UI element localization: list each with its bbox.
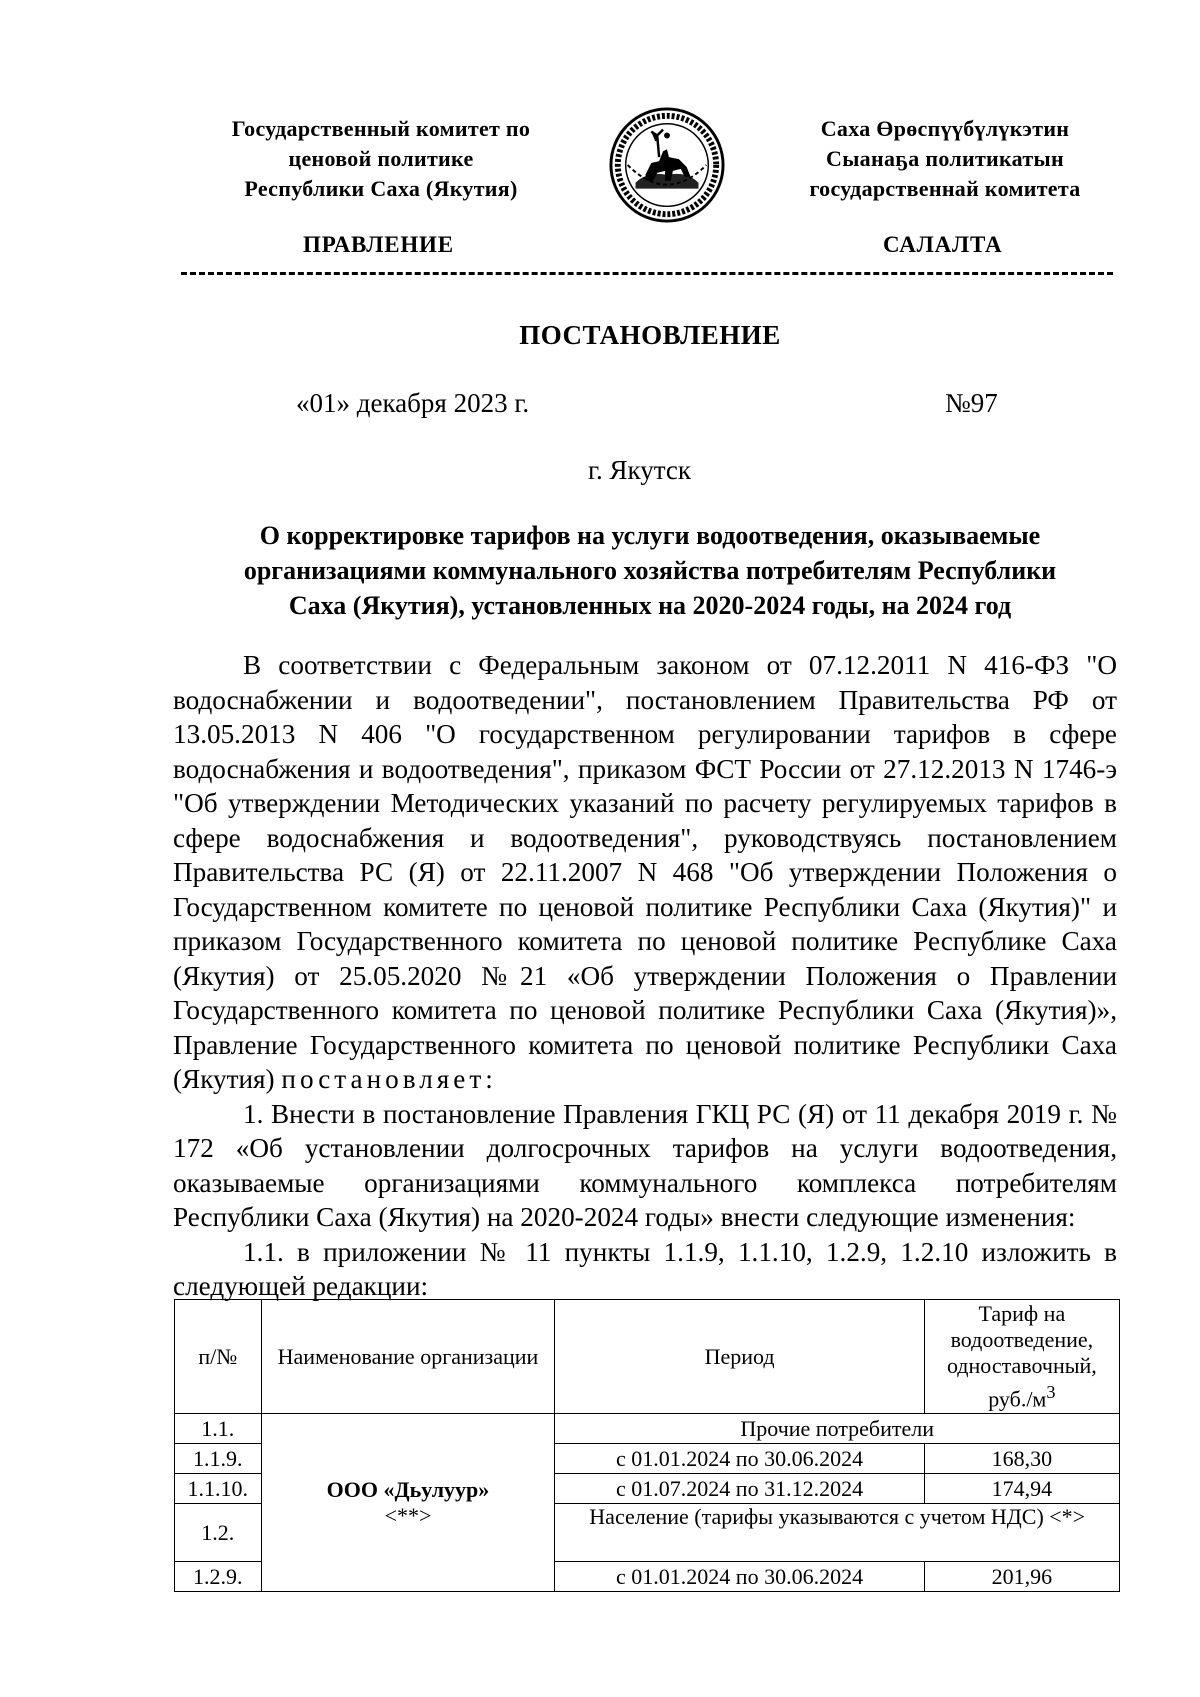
header-divider <box>181 272 1113 275</box>
coat-of-arms-icon <box>608 106 726 224</box>
cell-tariff: 174,94 <box>924 1474 1119 1504</box>
title-line: О корректировке тарифов на услуги водоотведения, оказываемые <box>259 521 1041 550</box>
header-org: Наименование организации <box>261 1300 555 1414</box>
document-body <box>173 648 1117 1304</box>
cell-period: с 01.01.2024 по 30.06.2024 <box>555 1562 924 1592</box>
header-left-line: Республики Саха (Якутия) <box>244 176 518 201</box>
board-label-ru: ПРАВЛЕНИЕ <box>303 232 454 257</box>
org-note: <**> <box>384 1502 432 1528</box>
cell-num: 1.1.10. <box>175 1474 262 1504</box>
table-header-row <box>175 1300 1120 1414</box>
document-date: «01» декабря 2023 г. <box>296 388 530 418</box>
document-type: ПОСТАНОВЛЕНИЕ <box>519 320 781 350</box>
cell-num: 1.2.9. <box>175 1562 262 1592</box>
title-line: Саха (Якутия), установленных на 2020-2024 годы, на 2024 год <box>288 591 1012 620</box>
cell-group: Прочие потребители <box>555 1414 1120 1444</box>
preamble-text: В соответствии с Федеральным законом от 07.12.2011 N 416-ФЗ "О водоснабжении и водоотведении", постановлением Правительства РФ от 13.05.2013 N 406 "О государственном регулировании тарифов в сфере водоснабжения и водоотведения", приказом ФСТ России от 27.12.2013 N 1746-э "Об утверждении Методических указаний по расчету регулируемых тарифов в сфере водоснабжения и водоотведения", руководствуясь постановлением Правительства РС (Я) от 22.11.2007 N 468 "Об утверждении Положения о Государственном комитете по ценовой политике Республики Саха (Якутия)" и приказом Государственного комитета по ценовой политике Республике Саха (Якутия) от 25.05.2020 №21 «Об утверждении Положения о Правлении Государственного комитета по ценовой политике Республики Саха (Якутия)», Правление Государственного комитета по ценовой политике Республики Саха (Якутия) <box>173 650 1117 1094</box>
cell-num: 1.1. <box>175 1414 262 1444</box>
tariff-table <box>174 1299 1120 1592</box>
header-right-line: Саха Өрөспүүбүлүкэтин <box>820 116 1070 141</box>
board-label-sah: САЛАЛТА <box>883 232 1003 257</box>
table-row <box>175 1414 1120 1444</box>
header-period: Период <box>555 1300 924 1414</box>
header-tariff-text: Тариф на водоотведение, одноставочный, руб./м <box>946 1300 1097 1412</box>
title-line: организациями коммунального хозяйства потребителям Республики <box>243 556 1057 585</box>
cell-num: 1.2. <box>175 1504 262 1562</box>
header-left-ru <box>195 114 567 204</box>
document-city: г. Якутск <box>588 455 692 485</box>
org-name: ООО «Дьулуур» <box>326 1476 490 1502</box>
header-right-line: Сыанаҕа политикатын <box>826 146 1064 171</box>
cell-org <box>261 1414 555 1592</box>
paragraph-preamble <box>173 648 1117 1097</box>
document-title <box>170 518 1130 623</box>
decree-word: постановляет: <box>281 1064 497 1094</box>
header-left-line: Государственный комитет по <box>231 116 531 141</box>
cell-period: с 01.01.2024 по 30.06.2024 <box>555 1444 924 1474</box>
header-right-line: государственнай комитета <box>809 176 1081 201</box>
cell-num: 1.1.9. <box>175 1444 262 1474</box>
cell-tariff: 201,96 <box>924 1562 1119 1592</box>
header-num: п/№ <box>175 1300 262 1414</box>
header-tariff <box>924 1300 1119 1414</box>
cell-period: с 01.07.2024 по 31.12.2024 <box>555 1474 924 1504</box>
header-tariff-sup: 3 <box>1046 1381 1056 1402</box>
document-number: №97 <box>945 388 998 418</box>
paragraph-item-1: 1. Внести в постановление Правления ГКЦ РС (Я) от 11 декабря 2019 г. № 172 «Об установлении долгосрочных тарифов на услуги водоотведения, оказываемые организациями коммунального комплекса потребителям Республики Саха (Якутия) на 2020-2024 годы» внести следующие изменения: <box>173 1098 1117 1232</box>
cell-group: Население (тарифы указываются с учетом НДС) <*> <box>555 1504 1120 1562</box>
header-right-sah <box>770 114 1120 204</box>
cell-tariff: 168,30 <box>924 1444 1119 1474</box>
paragraph-item-1-1: 1.1. в приложении № 11 пункты 1.1.9, 1.1.10, 1.2.9, 1.2.10 изложить в следующей редакции: <box>173 1236 1117 1301</box>
header-left-line: ценовой политике <box>288 146 474 171</box>
